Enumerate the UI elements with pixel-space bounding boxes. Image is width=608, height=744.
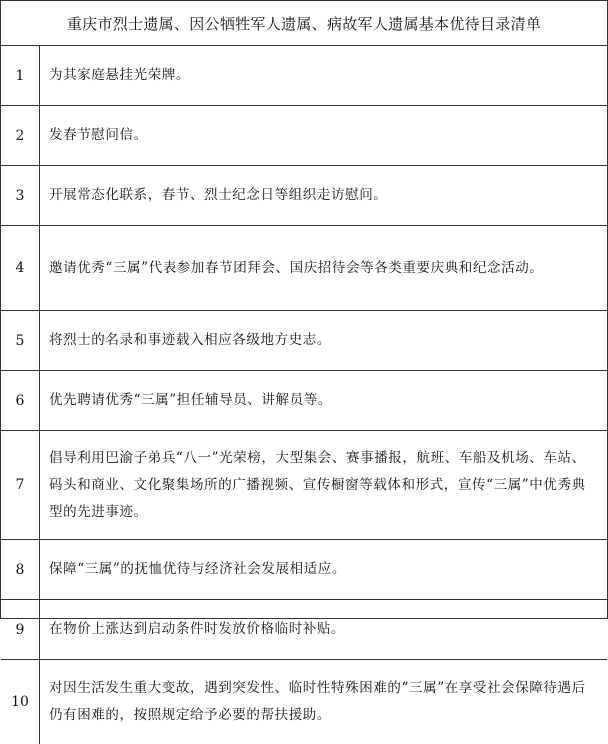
table-row [1,46,607,106]
item-number: 7 [1,431,40,540]
benefits-list [1,46,607,744]
table-title: 重庆市烈士遗属、因公牺牲军人遗属、病故军人遗属基本优待目录清单 [1,1,607,46]
table-row [1,600,607,660]
item-number: 5 [1,311,40,371]
item-text: 对因生活发生重大变故，遇到突发性、临时性特殊困难的“三属”在享受社会保障待遇后仍有困难的，按照规定给予必要的帮扶援助。 [40,660,608,744]
item-number: 1 [1,46,40,106]
item-number: 8 [1,540,40,600]
table-row [1,660,607,744]
item-text: 邀请优秀“三属”代表参加春节团拜会、国庆招待会等各类重要庆典和纪念活动。 [40,226,608,311]
item-text: 优先聘请优秀“三属”担任辅导员、讲解员等。 [40,371,608,431]
table-row [1,371,607,431]
item-number: 3 [1,166,40,226]
table-row [1,226,607,311]
item-number: 9 [1,600,40,660]
item-number: 10 [1,660,40,744]
table-row [1,166,607,226]
item-text: 倡导利用巴渝子弟兵“八一”光荣榜，大型集会、赛事播报，航班、车船及机场、车站、码头和商业、文化聚集场所的广播视频、宣传橱窗等载体和形式，宣传“三属”中优秀典型的先进事迹。 [40,431,608,540]
table-row [1,311,607,371]
item-text: 在物价上涨达到启动条件时发放价格临时补贴。 [40,600,608,660]
table-row [1,540,607,600]
item-text: 将烈士的名录和事迹载入相应各级地方史志。 [40,311,608,371]
item-text: 发春节慰问信。 [40,106,608,166]
table-row [1,106,607,166]
item-text: 开展常态化联系，春节、烈士纪念日等组织走访慰问。 [40,166,608,226]
item-number: 2 [1,106,40,166]
item-text: 保障“三属”的抚恤优待与经济社会发展相适应。 [40,540,608,600]
item-text: 为其家庭悬挂光荣牌。 [40,46,608,106]
item-number: 6 [1,371,40,431]
item-number: 4 [1,226,40,311]
table-row [1,431,607,540]
